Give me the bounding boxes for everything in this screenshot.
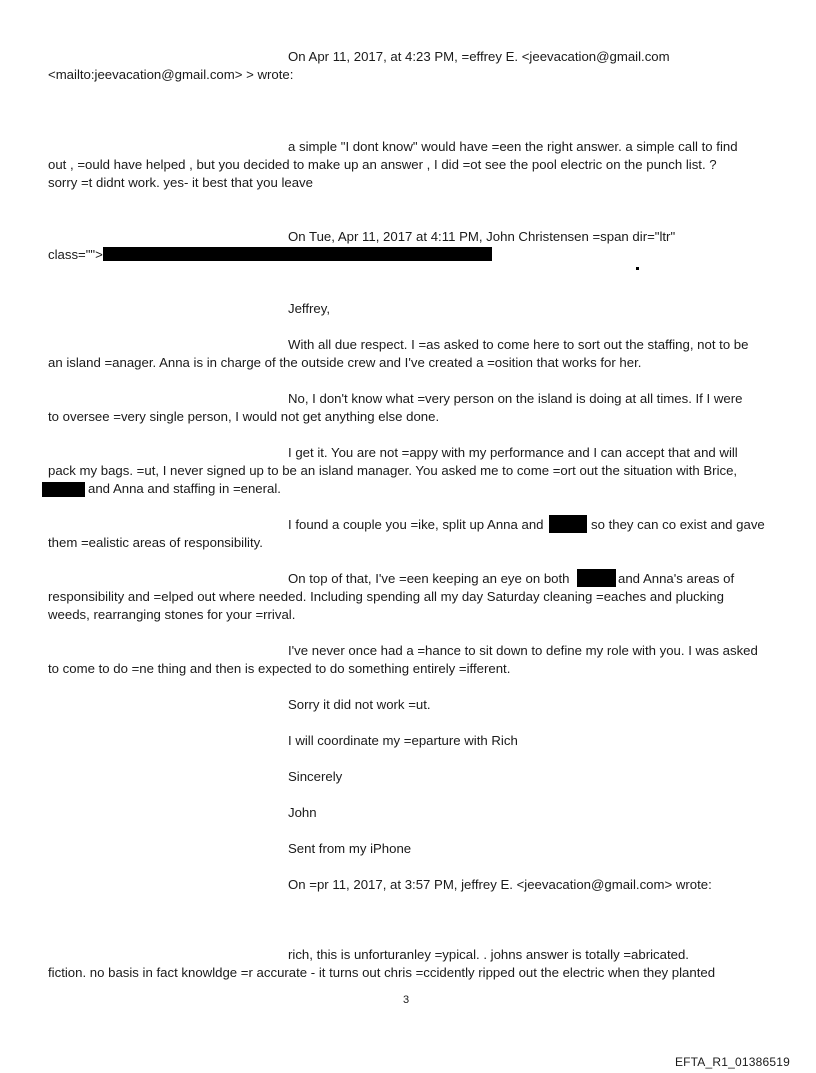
body-line: them =ealistic areas of responsibility. (48, 535, 263, 550)
greeting: Jeffrey, (288, 301, 331, 316)
body-line: Sorry it did not work =ut. (288, 697, 431, 712)
signoff: Sincerely (288, 769, 343, 784)
email-header-line: <mailto:jeevacation@gmail.com> > wrote: (48, 67, 294, 82)
email-header-line: On Apr 11, 2017, at 4:23 PM, =effrey E. <jeevacation@gmail.com (288, 49, 670, 64)
email-header-line: On =pr 11, 2017, at 3:57 PM, jeffrey E. <jeevacation@gmail.com> wrote: (288, 877, 712, 892)
body-line: so they can co exist and gave (591, 517, 765, 532)
redaction-bar (103, 247, 492, 261)
body-line: responsibility and =elped out where needed. Including spending all my day Saturday cleaning =eaches and plucking (48, 589, 724, 604)
body-line: weeds, rearranging stones for your =rrival. (48, 607, 296, 622)
sent-from: Sent from my iPhone (288, 841, 412, 856)
body-line: I will coordinate my =eparture with Rich (288, 733, 518, 748)
body-line: sorry =t didnt work. yes- it best that you leave (48, 175, 313, 190)
document-id: EFTA_R1_01386519 (674, 1055, 790, 1069)
body-line: With all due respect. I =as asked to come here to sort out the staffing, not to be (288, 337, 749, 352)
body-line: and Anna and staffing in =eneral. (88, 481, 281, 496)
body-line: I get it. You are not =appy with my performance and I can accept that and will (288, 445, 738, 460)
redaction-bar (577, 569, 616, 587)
body-line: a simple "I dont know" would have =een the right answer. a simple call to find (288, 139, 738, 154)
body-line: pack my bags. =ut, I never signed up to be an island manager. You asked me to come =ort out the situation with Brice, (48, 463, 738, 478)
email-header-line: class=""> (48, 247, 103, 262)
redaction-dot (636, 267, 639, 270)
body-line: rich, this is unforturanley =ypical. . johns answer is totally =abricated. (288, 947, 689, 962)
body-line: out , =ould have helped , but you decided to make up an answer , I did =ot see the pool electric on the punch list. ? (48, 157, 717, 172)
body-line: to oversee =very single person, I would not get anything else done. (48, 409, 440, 424)
redaction-bar (549, 515, 587, 533)
page-number: 3 (403, 994, 410, 1006)
redaction-bar (42, 482, 85, 497)
body-line: fiction. no basis in fact knowldge =r accurate - it turns out chris =ccidently ripped out the electric when they planted (48, 965, 716, 980)
signature-name: John (288, 805, 317, 820)
email-header-line: On Tue, Apr 11, 2017 at 4:11 PM, John Christensen =span dir="ltr" (288, 229, 676, 244)
body-line: and Anna's areas of (618, 571, 735, 586)
body-line: I found a couple you =ike, split up Anna and (288, 517, 544, 532)
body-line: to come to do =ne thing and then is expected to do something entirely =ifferent. (48, 661, 511, 676)
body-line: I've never once had a =hance to sit down to define my role with you. I was asked (288, 643, 758, 658)
body-line: an island =anager. Anna is in charge of the outside crew and I've created a =osition that works for her. (48, 355, 642, 370)
body-line: No, I don't know what =very person on the island is doing at all times. If I were (288, 391, 743, 406)
body-line: On top of that, I've =een keeping an eye on both (288, 571, 570, 586)
